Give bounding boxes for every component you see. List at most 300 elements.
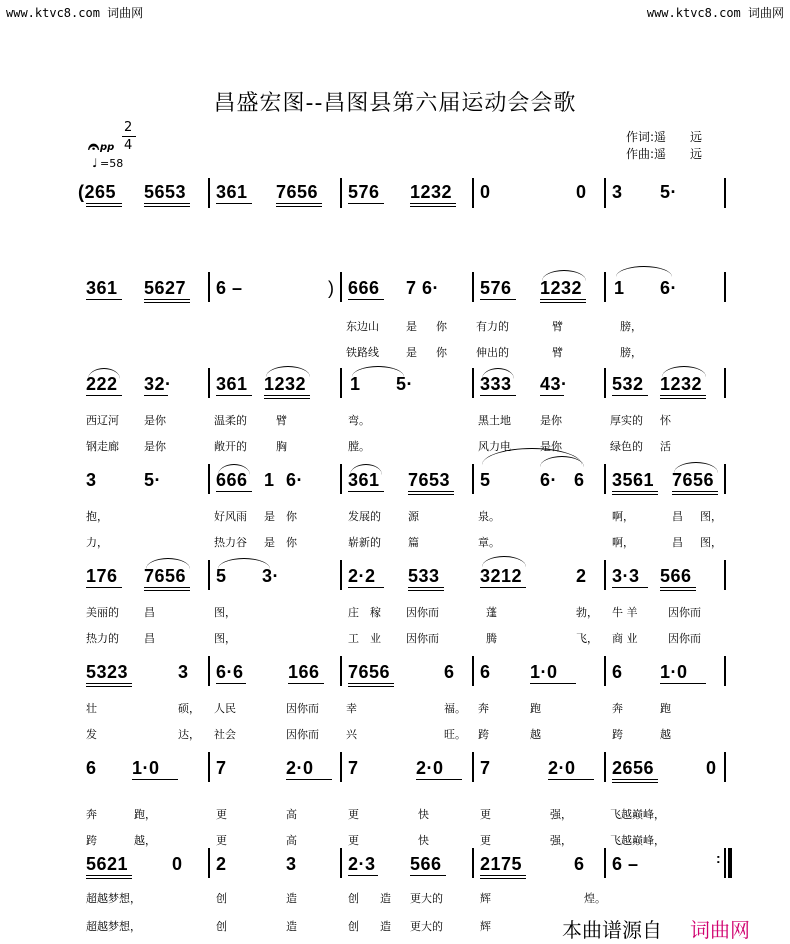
lyric: 跨 — [612, 728, 623, 741]
barline — [724, 656, 726, 686]
slur — [482, 556, 526, 567]
lyric: 壮 — [86, 702, 97, 715]
lyric: 稼 — [370, 606, 381, 619]
underline — [86, 875, 132, 876]
underline — [86, 395, 122, 396]
lyric: 厚实的 — [610, 414, 643, 427]
lyric: 伸出的 — [476, 346, 509, 359]
note-group: 666 — [216, 470, 248, 490]
lyric: 更 — [480, 834, 491, 847]
barline — [604, 368, 606, 398]
lyric: 篇 — [408, 536, 419, 549]
lyric: 社会 — [214, 728, 236, 741]
note-group: 6 – — [612, 854, 639, 874]
lyric: 更大的 — [410, 892, 443, 905]
slur — [542, 270, 586, 281]
lyric: 高 — [286, 834, 297, 847]
underline — [672, 491, 718, 492]
underline — [132, 779, 178, 780]
underline — [86, 299, 122, 300]
lyric: 抱， — [86, 510, 108, 523]
note-group: 5621 — [86, 854, 129, 874]
barline — [604, 752, 606, 782]
note-group: 5323 — [86, 662, 129, 682]
underline — [348, 686, 394, 687]
composer-credit: 作曲:遥 远 — [626, 147, 703, 161]
lyric: 是 — [406, 346, 417, 359]
lyric: 辉 — [480, 892, 491, 905]
lyric: 越 — [530, 728, 541, 741]
lyric: 超越梦想， — [86, 920, 141, 933]
barline — [604, 848, 606, 878]
lyric: 绿色的 — [610, 440, 643, 453]
lyric: 快 — [418, 808, 429, 821]
barline — [340, 560, 342, 590]
lyric: 有力的 — [476, 320, 509, 333]
lyric: 膀， — [620, 320, 642, 333]
underline — [276, 203, 322, 204]
lyric: 发 — [86, 728, 97, 741]
lyric: 因你而 — [286, 702, 319, 715]
underline — [348, 203, 384, 204]
lyric: 更 — [480, 808, 491, 821]
lyric: 美丽的 — [86, 606, 119, 619]
tempo-value: =58 — [100, 157, 124, 170]
underline — [86, 683, 132, 684]
lyric: 是你 — [144, 440, 166, 453]
barline — [604, 178, 606, 208]
lyric: 臂 — [276, 414, 287, 427]
note-group: 1232 — [540, 278, 583, 298]
note-group: 361 — [348, 470, 380, 490]
underline — [480, 587, 526, 588]
slur — [352, 366, 404, 377]
note-group: 7656 — [144, 566, 187, 586]
lyric: 跨 — [478, 728, 489, 741]
slur — [266, 366, 310, 377]
lyric: 创 — [216, 920, 227, 933]
lyric: 弯。 — [348, 414, 370, 427]
underline — [264, 398, 310, 399]
note-group: 576 — [348, 182, 380, 202]
note-group: 1232 — [660, 374, 703, 394]
note-group: 5 — [480, 470, 491, 490]
underline — [540, 299, 586, 300]
lyric: 商 业 — [612, 632, 638, 645]
note-group: 7656 — [672, 470, 715, 490]
lyric: 铁路线 — [346, 346, 379, 359]
underline — [612, 779, 658, 780]
note-group: 3 — [286, 854, 297, 874]
lyric: 兴 — [346, 728, 357, 741]
lyric: 辉 — [480, 920, 491, 933]
underline — [410, 875, 446, 876]
lyric: 你 — [286, 510, 297, 523]
triplet-slur — [218, 464, 250, 475]
underline — [480, 875, 526, 876]
underline — [612, 782, 658, 783]
underline — [660, 398, 706, 399]
barline — [208, 272, 210, 302]
lyric: 因你而 — [668, 606, 701, 619]
barline — [472, 752, 474, 782]
lyric: 臂 — [552, 320, 563, 333]
note-group: 3212 — [480, 566, 523, 586]
underline — [216, 683, 246, 684]
underline — [144, 590, 190, 591]
underline — [408, 587, 444, 588]
underline — [548, 779, 594, 780]
barline — [208, 752, 210, 782]
lyric: 章。 — [478, 536, 500, 549]
lyric: 是 — [406, 320, 417, 333]
lyric: 创 — [216, 892, 227, 905]
repeat-paren: ) — [328, 278, 335, 298]
page-title: 昌盛宏图--昌图县第六届运动会会歌 — [213, 91, 577, 116]
underline — [216, 395, 252, 396]
underline — [288, 683, 324, 684]
lyric: 创 — [348, 892, 359, 905]
note-group: 2175 — [480, 854, 523, 874]
note-group: 32· — [144, 374, 172, 394]
note-group: 6· — [286, 470, 304, 490]
barline — [208, 178, 210, 208]
note-group: 1 — [350, 374, 361, 394]
barline — [208, 464, 210, 494]
lyric: 跨 — [86, 834, 97, 847]
note-group: 6 — [444, 662, 455, 682]
note-group: 6 — [480, 662, 491, 682]
lyric: 越 — [660, 728, 671, 741]
underline — [86, 878, 132, 879]
note-group: 2656 — [612, 758, 655, 778]
dynamics-mark: pp — [100, 142, 115, 153]
underline — [276, 206, 322, 207]
note-group: 7656 — [348, 662, 391, 682]
barline — [472, 848, 474, 878]
underline — [216, 491, 252, 492]
lyric: 奔 — [612, 702, 623, 715]
underline — [144, 587, 190, 588]
underline — [660, 590, 696, 591]
note-group: 43· — [540, 374, 568, 394]
barline — [472, 656, 474, 686]
slur — [674, 462, 718, 473]
note-group: 3 — [178, 662, 189, 682]
lyric: 西辽河 — [86, 414, 119, 427]
barline — [340, 656, 342, 686]
lyric: 更 — [348, 808, 359, 821]
barline — [472, 368, 474, 398]
lyric: 因你而 — [406, 632, 439, 645]
note-group: 6· — [540, 470, 558, 490]
lyric: 好风雨 — [214, 510, 247, 523]
lyric: 更 — [216, 834, 227, 847]
underline — [348, 587, 384, 588]
note-group: 2 — [576, 566, 587, 586]
lyric: 温柔的 — [214, 414, 247, 427]
barline — [724, 464, 726, 494]
underline — [408, 590, 444, 591]
underline — [612, 494, 658, 495]
underline — [144, 206, 190, 207]
slur — [662, 366, 706, 377]
note-group: 1·0 — [530, 662, 558, 682]
underline — [348, 299, 384, 300]
lyric: 造 — [286, 920, 297, 933]
note-group: 7 6· — [406, 278, 440, 298]
lyric: 啊， — [612, 536, 634, 549]
lyric: 因你而 — [668, 632, 701, 645]
lyric: 昌 — [672, 536, 683, 549]
underline — [144, 299, 190, 300]
note-group: 6 — [612, 662, 623, 682]
note-group: 3·3 — [612, 566, 640, 586]
lyric: 黑土地 — [478, 414, 511, 427]
underline — [348, 491, 384, 492]
lyric: 风力电 — [478, 440, 511, 453]
lyric: 旺。 — [444, 728, 466, 741]
lyric: 你 — [286, 536, 297, 549]
note-group: 0 — [706, 758, 717, 778]
underline — [416, 779, 462, 780]
lyric: 跑 — [530, 702, 541, 715]
underline — [348, 683, 394, 684]
lyric: 超越梦想， — [86, 892, 141, 905]
lyric: 奔 — [478, 702, 489, 715]
lyric: 越， — [134, 834, 156, 847]
note-group: 166 — [288, 662, 320, 682]
underline — [286, 779, 332, 780]
lyric: 图， — [700, 536, 722, 549]
note-group: 6· — [660, 278, 678, 298]
lyricist-credit: 作词:遥 远 — [626, 130, 703, 144]
lyric: 达， — [178, 728, 200, 741]
note-group: 2·2 — [348, 566, 376, 586]
lyric: 昌 — [144, 606, 155, 619]
slur — [616, 266, 672, 277]
note-group: 1·0 — [132, 758, 160, 778]
lyric: 昌 — [144, 632, 155, 645]
barline — [340, 368, 342, 398]
triplet-slur — [482, 368, 514, 379]
note-group: 1232 — [410, 182, 453, 202]
lyric: 飞越巅峰， — [610, 808, 665, 821]
barline — [604, 272, 606, 302]
underline — [264, 395, 310, 396]
note-group: 176 — [86, 566, 118, 586]
note-group: 5627 — [144, 278, 187, 298]
note-group: 0 — [480, 182, 491, 202]
barline — [604, 560, 606, 590]
lyric: 是你 — [144, 414, 166, 427]
note-group: 6 – — [216, 278, 243, 298]
triplet-slur — [350, 464, 382, 475]
note-group: 333 — [480, 374, 512, 394]
lyric: 腾 — [486, 632, 497, 645]
lyric: 更大的 — [410, 920, 443, 933]
lyric: 造 — [380, 892, 391, 905]
source-site-link[interactable]: 词曲网 — [690, 918, 750, 942]
note-group: 6 — [574, 470, 585, 490]
note-group: 0 — [172, 854, 183, 874]
underline — [144, 395, 168, 396]
source-label: 本曲谱源自 — [562, 918, 662, 942]
note-group: 566 — [660, 566, 692, 586]
lyric: 胸 — [276, 440, 287, 453]
tempo-note-icon: ♩ — [92, 156, 98, 170]
lyric: 福。 — [444, 702, 466, 715]
lyric: 源 — [408, 510, 419, 523]
barline — [208, 368, 210, 398]
barline — [208, 560, 210, 590]
lyric: 强， — [550, 808, 572, 821]
lyric: 图， — [214, 632, 236, 645]
barline — [472, 464, 474, 494]
note-group: 7653 — [408, 470, 451, 490]
note-group: 7 — [348, 758, 359, 778]
clef-icon: 𝄐 — [88, 134, 100, 158]
underline — [660, 683, 706, 684]
watermark-left: www.ktvc8.com 词曲网 — [6, 6, 144, 20]
lyric: 蓬 — [486, 606, 497, 619]
underline — [530, 683, 576, 684]
lyric: 煌。 — [584, 892, 606, 905]
lyric: 图， — [214, 606, 236, 619]
underline — [540, 302, 586, 303]
barline — [340, 178, 342, 208]
lyric: 热力的 — [86, 632, 119, 645]
underline — [410, 206, 456, 207]
barline — [208, 656, 210, 686]
note-group: 532 — [612, 374, 644, 394]
lyric: 你 — [436, 346, 447, 359]
lyric: 幸 — [346, 702, 357, 715]
lyric: 是你 — [540, 440, 562, 453]
note-group: 6 — [86, 758, 97, 778]
note-group: 7 — [480, 758, 491, 778]
lyric: 勃， — [576, 606, 598, 619]
barline — [340, 848, 342, 878]
underline — [660, 587, 696, 588]
note-group: 2·0 — [286, 758, 314, 778]
barline — [340, 272, 342, 302]
lyric: 庄 — [348, 606, 359, 619]
underline — [672, 494, 718, 495]
underline — [348, 875, 378, 876]
lyric: 膀， — [620, 346, 642, 359]
underline — [144, 203, 190, 204]
note-group: 3· — [262, 566, 280, 586]
lyric: 是 — [264, 510, 275, 523]
time-bottom: 4 — [124, 138, 133, 153]
lyric: 是 — [264, 536, 275, 549]
barline — [724, 368, 726, 398]
lyric: 高 — [286, 808, 297, 821]
note-group: 2·3 — [348, 854, 376, 874]
lyric: 怀 — [660, 414, 671, 427]
note-group: 2·0 — [548, 758, 576, 778]
underline — [144, 302, 190, 303]
note-group: (265 — [78, 182, 117, 202]
barline — [604, 464, 606, 494]
note-group: 2·0 — [416, 758, 444, 778]
underline — [408, 491, 454, 492]
triplet-slur — [88, 368, 120, 379]
barline — [340, 464, 342, 494]
lyric: 钢走廊 — [86, 440, 119, 453]
lyric: 更 — [348, 834, 359, 847]
lyric: 活 — [660, 440, 671, 453]
barline — [724, 752, 726, 782]
barline — [472, 178, 474, 208]
barline — [208, 848, 210, 878]
barline — [724, 272, 726, 302]
time-top: 2 — [124, 120, 133, 135]
note-group: 1232 — [264, 374, 307, 394]
lyric: 造 — [380, 920, 391, 933]
lyric: 飞， — [576, 632, 598, 645]
lyric: 飞越巅峰， — [610, 834, 665, 847]
lyric: 强， — [550, 834, 572, 847]
barline — [724, 848, 726, 878]
slur — [218, 558, 270, 569]
lyric: 昌 — [672, 510, 683, 523]
lyric: 膛。 — [348, 440, 370, 453]
repeat-dots: : — [716, 850, 722, 866]
note-group: 5653 — [144, 182, 187, 202]
lyric: 牛 羊 — [612, 606, 638, 619]
note-group: 5· — [660, 182, 678, 202]
note-group: 7656 — [276, 182, 319, 202]
barline — [724, 178, 726, 208]
lyric: 硕， — [178, 702, 200, 715]
lyric: 泉。 — [478, 510, 500, 523]
underline — [612, 587, 648, 588]
slur — [146, 558, 190, 569]
barline — [604, 656, 606, 686]
note-group: 5· — [396, 374, 414, 394]
time-line — [122, 136, 136, 137]
underline — [410, 203, 456, 204]
lyric: 崭新的 — [348, 536, 381, 549]
note-group: 5· — [144, 470, 162, 490]
lyric: 因你而 — [286, 728, 319, 741]
lyric: 你 — [436, 320, 447, 333]
underline — [86, 686, 132, 687]
note-group: 666 — [348, 278, 380, 298]
lyric: 快 — [418, 834, 429, 847]
lyric: 业 — [370, 632, 381, 645]
final-barline — [728, 848, 732, 878]
underline — [612, 491, 658, 492]
note-group: 3561 — [612, 470, 655, 490]
underline — [612, 395, 648, 396]
lyric: 工 — [348, 632, 359, 645]
lyric: 是你 — [540, 414, 562, 427]
lyric: 热力谷 — [214, 536, 247, 549]
note-group: 361 — [86, 278, 118, 298]
lyric: 奔 — [86, 808, 97, 821]
note-group: 6 — [574, 854, 585, 874]
underline — [86, 206, 122, 207]
lyric: 图， — [700, 510, 722, 523]
lyric: 因你而 — [406, 606, 439, 619]
note-group: 361 — [216, 374, 248, 394]
lyric: 造 — [286, 892, 297, 905]
lyric: 跑， — [134, 808, 156, 821]
barline — [472, 272, 474, 302]
